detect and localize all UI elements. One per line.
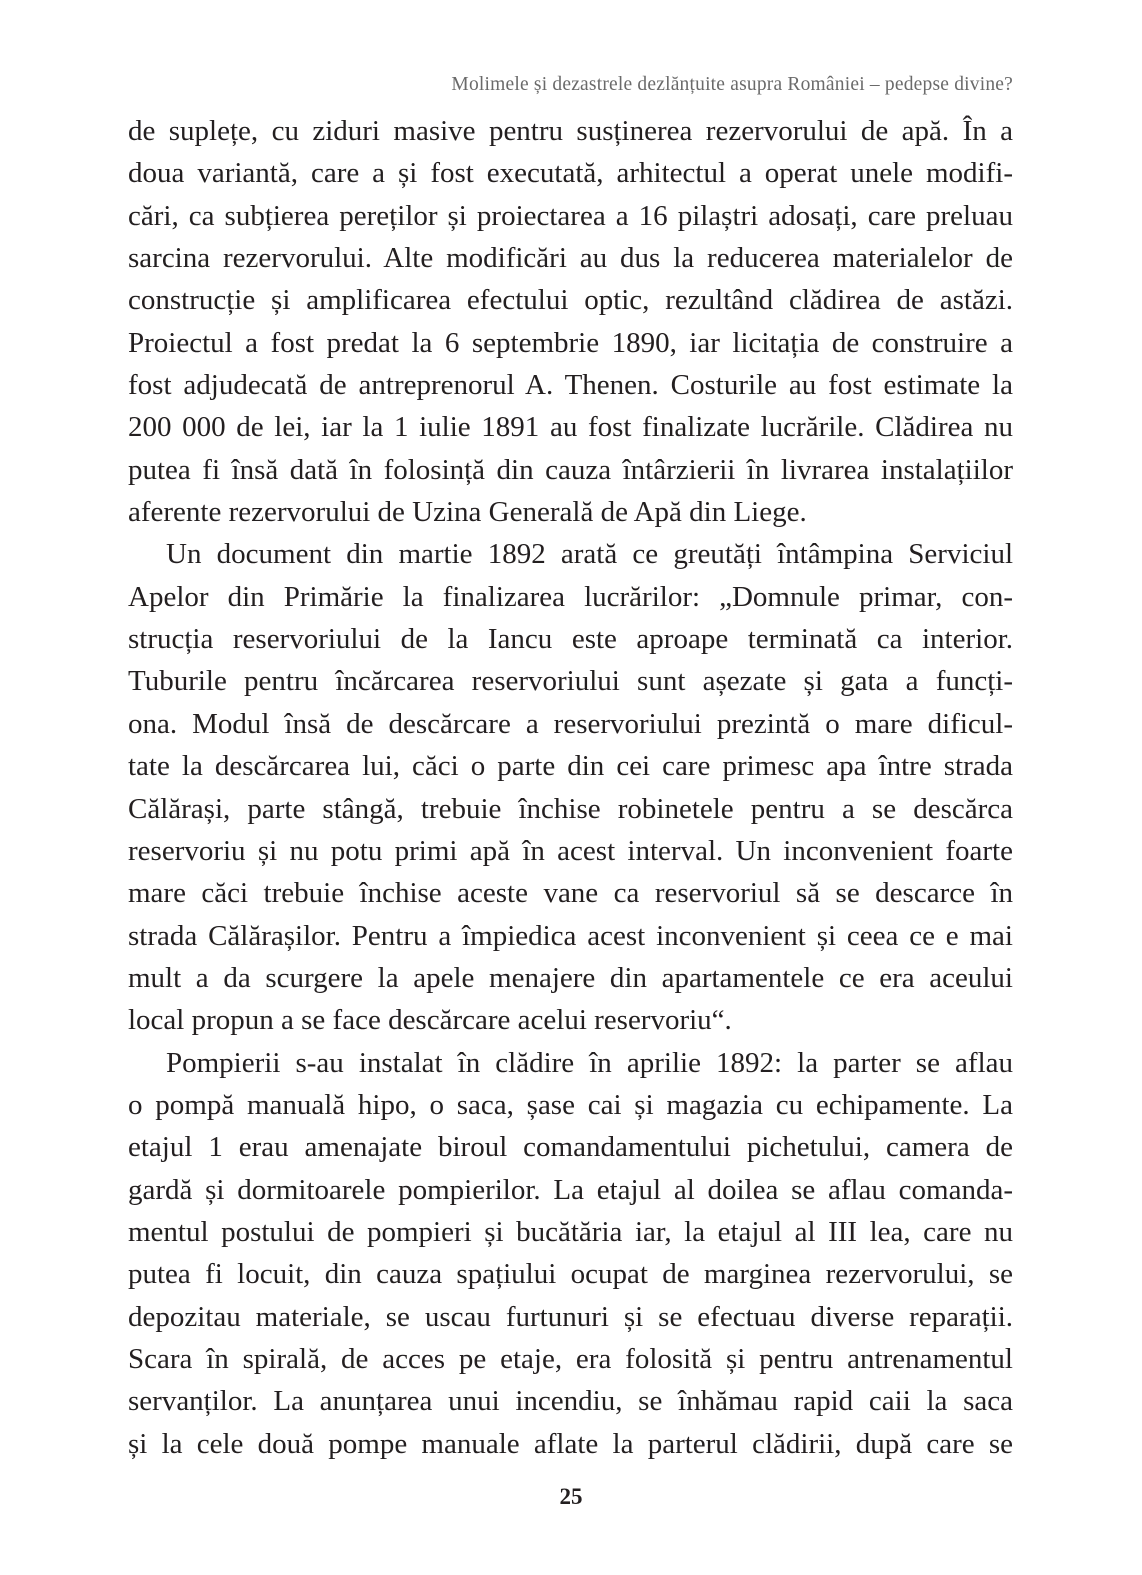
body-text	[128, 110, 1013, 1465]
text-line: Un document din martie 1892 arată ce greutăți întâmpina Serviciul	[166, 538, 1013, 571]
paragraph	[128, 1042, 1013, 1465]
paragraph	[128, 110, 1013, 533]
text-line: doua variantă, care a și fost executată, arhitectul a operat unele modifi-	[128, 157, 1013, 190]
text-line: reservoriu și nu potu primi apă în acest interval. Un inconvenient foarte	[128, 834, 1013, 867]
text-line: de suplețe, cu ziduri masive pentru susținerea rezervorului de apă. În a	[128, 115, 1013, 147]
text-line: Apelor din Primărie la finalizarea lucrărilor: „Domnule primar, con-	[128, 580, 1013, 613]
text-line: ona. Modul însă de descărcare a reservoriului prezintă o mare dificul-	[128, 707, 1013, 740]
running-header: Molimele și dezastrele dezlănțuite asupra României – pedepse divine?	[451, 74, 1013, 95]
text-line: strucția reservoriului de la Iancu este aproape terminată ca interior.	[128, 623, 1013, 656]
text-line: aferente rezervorului de Uzina Generală de Apă din Liege.	[128, 496, 807, 529]
text-line: depozitau materiale, se uscau furtunuri și se efectuau diverse reparații.	[128, 1300, 1013, 1333]
text-line: Călărași, parte stângă, trebuie închise robinetele pentru a se descărca	[128, 792, 1013, 825]
text-line: Pompierii s-au instalat în clădire în aprilie 1892: la parter se aflau	[166, 1046, 1013, 1079]
text-line: local propun a se face descărcare acelui reservoriu“.	[128, 1004, 732, 1037]
paragraph	[128, 533, 1013, 1041]
text-line: servanților. La anunțarea unui incendiu, se înhămau rapid caii la saca	[128, 1385, 1013, 1418]
text-line: Proiectul a fost predat la 6 septembrie 1890, iar licitația de construire a	[128, 326, 1013, 359]
text-line: strada Călărașilor. Pentru a împiedica acest inconvenient și ceea ce e mai	[128, 919, 1013, 952]
text-line: mult a da scurgere la apele menajere din apartamentele ce era aceului	[128, 961, 1013, 994]
text-line: mare căci trebuie închise aceste vane ca reservoriul să se descarce în	[128, 877, 1013, 910]
text-line: și la cele două pompe manuale aflate la parterul clădirii, după care se	[128, 1427, 1013, 1460]
text-line: fost adjudecată de antreprenorul A. Thenen. Costurile au fost estimate la	[128, 369, 1013, 402]
text-line: mentul postului de pompieri și bucătăria iar, la etajul al III lea, care nu	[128, 1215, 1013, 1248]
text-line: o pompă manuală hipo, o saca, șase cai și magazia cu echipamente. La	[128, 1088, 1013, 1121]
text-line: Tuburile pentru încărcarea reservoriului sunt așezate și gata a funcți-	[128, 665, 1013, 698]
text-line: 200 000 de lei, iar la 1 iulie 1891 au fost finalizate lucrările. Clădirea nu	[128, 411, 1013, 444]
page-number: 25	[559, 1484, 583, 1509]
text-line: Scara în spirală, de acces pe etaje, era folosită și pentru antrenamentul	[128, 1342, 1013, 1375]
text-line: sarcina rezervorului. Alte modificări au dus la reducerea materialelor de	[128, 242, 1013, 275]
text-line: putea fi locuit, din cauza spațiului ocupat de marginea rezervorului, se	[128, 1258, 1013, 1291]
text-line: tate la descărcarea lui, căci o parte din cei care primesc apa între strada	[128, 750, 1013, 783]
text-line: putea fi însă dată în folosință din cauza întârzierii în livrarea instalațiilor	[128, 453, 1013, 486]
text-line: construcție și amplificarea efectului optic, rezultând clădirea de astăzi.	[128, 284, 1013, 317]
text-line: cări, ca subțierea pereților și proiectarea a 16 pilaștri adosați, care preluau	[128, 199, 1013, 232]
text-line: gardă și dormitoarele pompierilor. La etajul al doilea se aflau comanda-	[128, 1173, 1013, 1206]
text-line: etajul 1 erau amenajate biroul comandamentului pichetului, camera de	[128, 1131, 1013, 1164]
